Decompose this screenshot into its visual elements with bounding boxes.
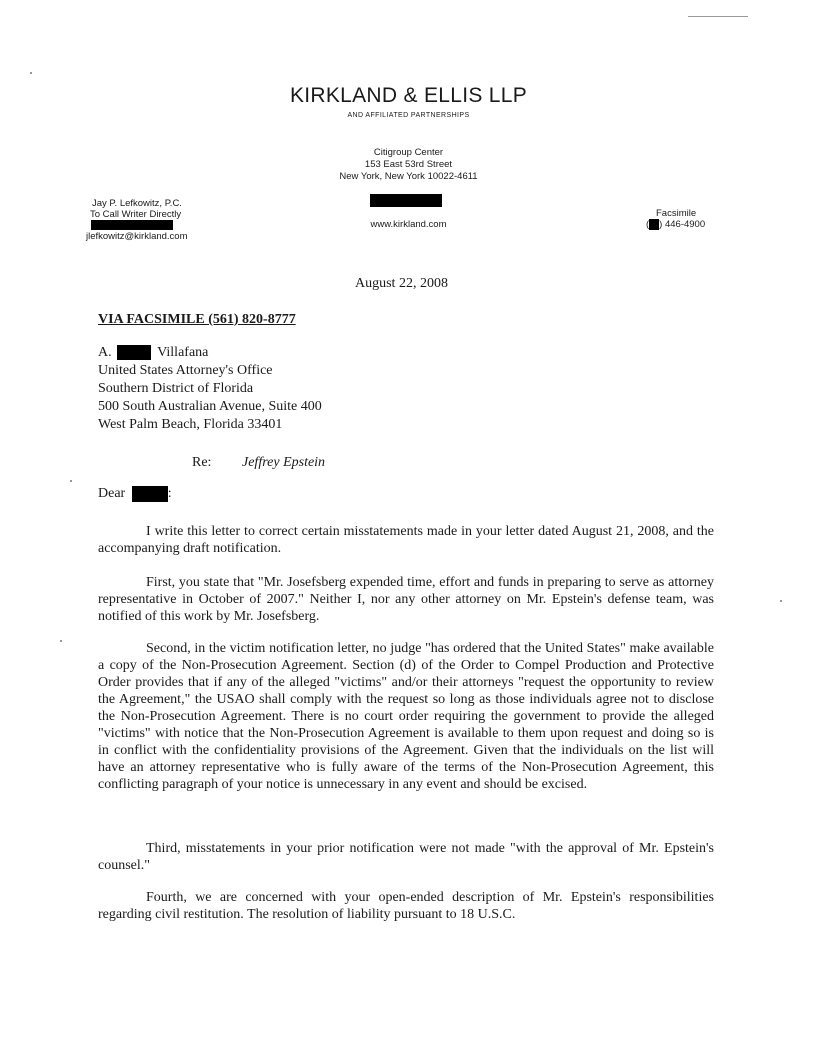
redaction-fax-area-code: [649, 219, 659, 230]
body-paragraph-4: Third, misstatements in your prior notification were not made "with the approval of Mr. Epstein's counsel.": [98, 841, 714, 873]
facsimile-label: Facsimile: [656, 208, 697, 219]
writer-name: Jay P. Lefkowitz, P.C.: [92, 198, 182, 209]
firm-website: www.kirkland.com: [370, 219, 447, 230]
recipient-district: Southern District of Florida: [98, 381, 254, 396]
firm-address-line1: Citigroup Center: [373, 147, 444, 158]
body-paragraph-5: Fourth, we are concerned with your open-ended description of Mr. Epstein's responsibilities regarding civil restitution. The resolution of liability pursuant to 18 U.S.C.: [98, 890, 714, 922]
redaction-phone: [370, 194, 442, 207]
firm-name: KIRKLAND & ELLIS LLP: [289, 84, 528, 107]
redaction-writer-phone: [91, 220, 173, 230]
scan-speck: [30, 72, 32, 74]
scan-speck: [70, 480, 72, 482]
re-subject: Jeffrey Epstein: [242, 455, 326, 470]
re-label: Re:: [192, 455, 212, 470]
recipient-office: United States Attorney's Office: [98, 363, 273, 378]
recipient-name: A. Villafana: [98, 345, 209, 360]
scan-speck: [780, 600, 782, 602]
body-paragraph-3: Second, in the victim notification letter, no judge "has ordered that the United States" make available a copy of the Non-Prosecution Agreement. Section (d) of the Order to Compel Production and Protective Order provides that if any of the alleged "victims" and/or their attorneys "request the opportunity to review the Agreement," the USAO shall comply with the request so long as those individuals agree not to disclose the Non-Prosecution Agreement. There is no court order requiring the government to provide the alleged "victims" with notice that the Non-Prosecution Agreement is available to them upon request and doing so is in conflict with the confidentiality provisions of the Agreement. Given that the individuals on the list will have an attorney representative who is fully aware of the terms of the Non-Prosecution Agreement, this conflicting paragraph of your notice is unnecessary in any event and should be excised.: [98, 641, 714, 792]
redaction-recipient-first-name: [117, 345, 151, 360]
firm-address-line2: 153 East 53rd Street: [364, 159, 453, 170]
writer-call-label: To Call Writer Directly: [90, 209, 182, 220]
salutation: Dear :: [98, 486, 172, 502]
scan-speck: [60, 640, 62, 642]
writer-email: jlefkowitz@kirkland.com: [86, 231, 188, 242]
firm-subtitle: AND AFFILIATED PARTNERSHIPS: [347, 112, 470, 119]
letter-date: August 22, 2008: [355, 276, 448, 291]
body-paragraph-1: I write this letter to correct certain misstatements made in your letter dated August 21, 2008, and the accompanying draft notification.: [98, 524, 714, 556]
delivery-method: VIA FACSIMILE (561) 820-8777: [98, 312, 296, 327]
body-paragraph-2: First, you state that "Mr. Josefsberg expended time, effort and funds in preparing to serve as attorney representative in October of 2007." Neither I, nor any other attorney on Mr. Epstein's defense team, was notified of this work by Mr. Josefsberg.: [98, 575, 714, 624]
recipient-city: West Palm Beach, Florida 33401: [98, 417, 283, 432]
scan-mark: [688, 16, 748, 17]
recipient-street: 500 South Australian Avenue, Suite 400: [98, 399, 322, 414]
facsimile-line: ( ) 446-4900: [646, 219, 706, 231]
redaction-salutation-name: [132, 486, 168, 502]
firm-address-line3: New York, New York 10022-4611: [339, 171, 478, 182]
